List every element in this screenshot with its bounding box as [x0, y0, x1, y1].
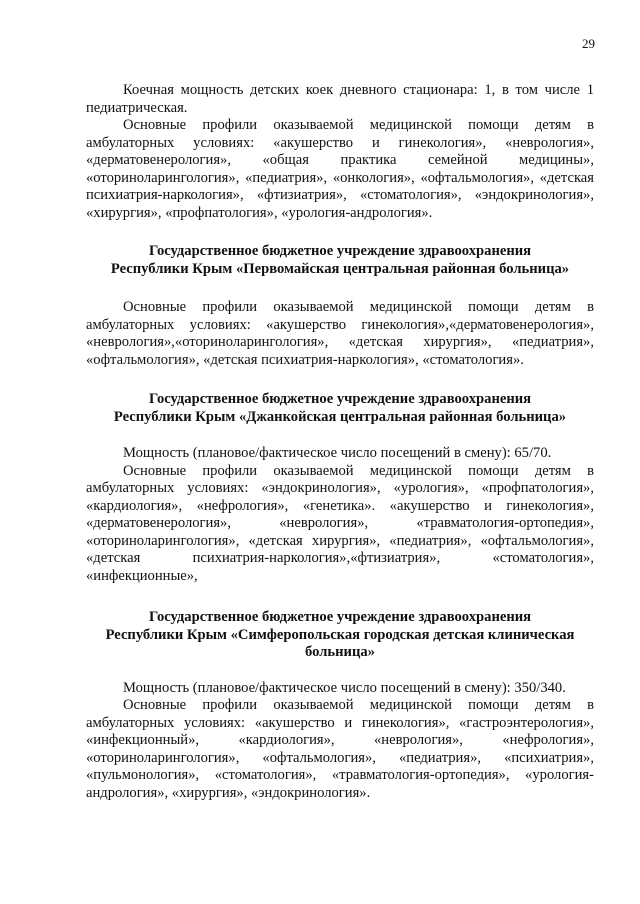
section-1-profiles-paragraph: Основные профили оказываемой медицинской помощи детям в амбулаторных условиях: «акушерство гинекология»,«дерматовенерология», «неврология»,«оториноларингология», «детская хирургия», «педиатрия», «офтальмология», «детская психиатрия-наркология», «стоматология». — [86, 299, 594, 368]
section-3-title-line2: Республики Крым «Симферопольская городская детская клиническая — [105, 626, 575, 643]
section-3-title-line1: Государственное бюджетное учреждение здравоохранения — [148, 609, 532, 625]
section-1-title-line2: Республики Крым «Первомайская центральная районная больница» — [110, 260, 570, 277]
section-2-profiles-paragraph: Основные профили оказываемой медицинской помощи детям в амбулаторных условиях: «эндокринология», «урология», «профпатология», «кардиология», «нефрология», «генетика». «акушерство и гинекология», «дерматовенерология», «неврология», «травматология-ортопедия», «оториноларингология», «детская хирургия», «педиатрия», «офтальмология», «детская психиатрия-наркология»,«фтизиатрия», «стоматология», «инфекционные», — [86, 462, 594, 584]
section-1-title — [86, 243, 594, 278]
section-2-title-line2: Республики Крым «Джанкойская центральная районная больница» — [113, 408, 567, 425]
page-number: 29 — [582, 36, 595, 51]
section-2-capacity-paragraph: Мощность (плановое/фактическое число посещений в смену): 65/70. — [123, 445, 552, 461]
section-2-title-line1: Государственное бюджетное учреждение здравоохранения — [148, 391, 532, 407]
intro-profiles-paragraph: Основные профили оказываемой медицинской помощи детям в амбулаторных условиях: «акушерство и гинекология», «неврология», «дерматовенерология», «общая практика семейной медицины», «оториноларингология», «педиатрия», «онкология», «офтальмология», «детская психиатрия-наркология», «фтизиатрия», «стоматология», «эндокринология», «хирургия», «профпатология», «урология-андрология». — [86, 117, 594, 221]
section-3-profiles-paragraph: Основные профили оказываемой медицинской помощи детям в амбулаторных условиях: «акушерство и гинекология», «гастроэнтерология», «инфекционный», «кардиология», «неврология», «нефрология», «оториноларингология», «офтальмология», «педиатрия», «психиатрия», «пульмонология», «стоматология», «травматология-ортопедия», «урология-андрология», «хирургия», «эндокринология». — [86, 697, 594, 801]
document-body — [86, 82, 594, 802]
section-1-title-line1: Государственное бюджетное учреждение здравоохранения — [148, 243, 532, 259]
section-3-title — [86, 609, 594, 662]
section-2-title — [86, 391, 594, 426]
section-3-title-line3: больница» — [305, 644, 375, 660]
section-3-capacity-paragraph: Мощность (плановое/фактическое число посещений в смену): 350/340. — [123, 679, 566, 696]
intro-beds-paragraph: Коечная мощность детских коек дневного стационара: 1, в том числе 1 педиатрическая. — [86, 82, 594, 116]
